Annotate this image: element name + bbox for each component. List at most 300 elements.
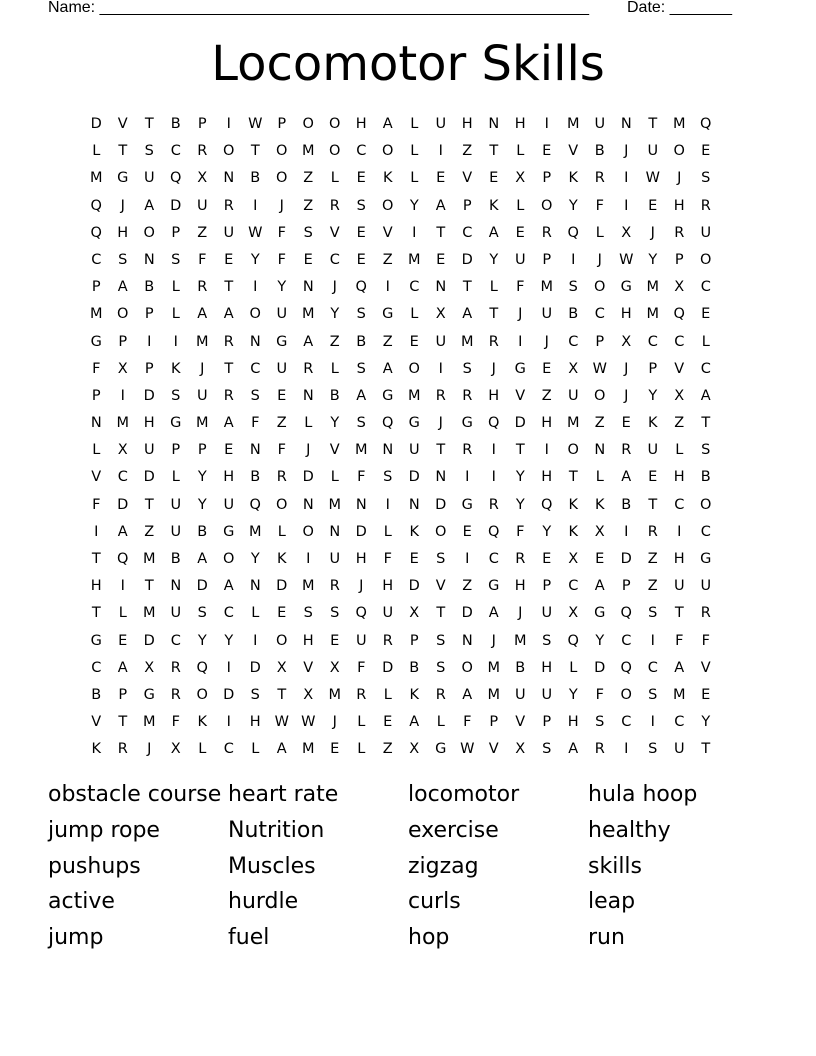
grid-letter: H [461, 116, 473, 132]
grid-letter: T [489, 143, 499, 160]
grid-letter: D [514, 415, 526, 432]
grid-letter: F [516, 523, 525, 540]
grid-letter: I [173, 333, 178, 350]
grid-letter: N [302, 496, 314, 513]
grid-letter: D [461, 605, 473, 622]
grid-letter: L [675, 442, 684, 459]
grid-letter: S [171, 387, 181, 404]
grid-letter: Q [196, 659, 208, 676]
grid-letter: B [515, 659, 526, 676]
grid-letter: B [329, 387, 340, 404]
grid-letter: J [650, 224, 655, 241]
grid-letter: K [488, 197, 499, 214]
grid-letter: M [646, 279, 659, 296]
grid-letter: G [90, 333, 102, 350]
grid-letter: F [701, 632, 710, 649]
grid-letter: A [117, 523, 128, 540]
grid-letter: O [276, 496, 288, 513]
grid-letter: B [594, 143, 605, 160]
grid-letter: X [303, 686, 314, 703]
grid-letter: H [302, 632, 314, 649]
grid-letter: G [700, 551, 712, 567]
grid-letter: T [250, 143, 260, 160]
grid-letter: Z [303, 197, 314, 214]
grid-row [83, 546, 719, 573]
grid-letter: T [118, 143, 128, 160]
grid-letter: N [143, 251, 155, 268]
grid-letter: N [249, 442, 261, 459]
grid-letter: D [143, 632, 155, 649]
grid-letter: E [701, 306, 711, 323]
grid-row [83, 356, 719, 383]
grid-letter: B [197, 523, 208, 540]
grid-letter: N [488, 116, 500, 132]
grid-letter: L [569, 659, 578, 676]
grid-letter: G [514, 360, 526, 377]
grid-letter: Z [541, 387, 552, 404]
grid-letter: P [144, 306, 154, 323]
grid-letter: O [276, 143, 288, 160]
grid-letter: W [619, 251, 634, 268]
grid-letter: D [143, 469, 155, 486]
grid-letter: V [515, 387, 526, 404]
grid-letter: H [514, 116, 526, 132]
grid-letter: R [197, 279, 208, 296]
grid-letter: B [568, 306, 579, 323]
grid-letter: F [357, 469, 366, 486]
grid-letter: R [435, 686, 446, 703]
grid-letter: Q [90, 224, 102, 241]
grid-letter: D [117, 496, 129, 513]
grid-letter: A [117, 279, 128, 296]
grid-letter: X [621, 333, 632, 350]
grid-letter: R [541, 224, 552, 241]
grid-letter: U [541, 605, 553, 622]
grid-letter: B [170, 116, 181, 132]
grid-letter: G [435, 741, 447, 758]
grid-letter: M [487, 686, 500, 703]
grid-letter: E [224, 442, 234, 459]
grid-letter: E [621, 415, 631, 432]
grid-letter: R [700, 197, 711, 214]
grid-letter: X [197, 170, 208, 187]
grid-letter: B [91, 686, 102, 703]
grid-letter: D [620, 551, 632, 567]
grid-letter: P [542, 578, 552, 595]
word-bank-item: locomotor [408, 782, 520, 807]
grid-letter: A [223, 578, 234, 595]
grid-letter: L [251, 605, 260, 622]
grid-letter: X [409, 605, 420, 622]
grid-letter: J [306, 442, 311, 459]
grid-letter: C [621, 632, 632, 649]
grid-letter: O [143, 224, 155, 241]
grid-letter: H [620, 306, 632, 323]
grid-letter: W [274, 714, 289, 731]
grid-letter: E [330, 632, 340, 649]
grid-letter: U [143, 442, 155, 459]
grid-letter: N [302, 387, 314, 404]
grid-letter: K [594, 496, 605, 513]
grid-letter: Y [568, 686, 578, 703]
grid-letter: W [248, 116, 263, 132]
grid-letter: N [170, 578, 182, 595]
grid-letter: A [117, 659, 128, 676]
grid-letter: R [621, 442, 632, 459]
word-bank-item: active [48, 889, 115, 915]
grid-letter: S [250, 387, 260, 404]
grid-letter: N [620, 116, 632, 132]
grid-letter: L [330, 360, 339, 377]
word-bank-item: fuel [228, 925, 270, 951]
grid-letter: W [460, 741, 475, 758]
grid-letter: P [542, 714, 552, 731]
grid-letter: R [700, 605, 711, 622]
grid-letter: Q [355, 279, 367, 296]
grid-letter: C [329, 251, 340, 268]
grid-letter: F [595, 686, 604, 703]
grid-letter: B [409, 659, 420, 676]
grid-letter: V [488, 741, 499, 758]
grid-letter: D [276, 578, 288, 595]
grid-letter: Q [541, 496, 553, 513]
grid-letter: P [118, 333, 128, 350]
grid-letter: P [91, 387, 101, 404]
grid-letter: I [226, 116, 231, 132]
grid-letter: H [541, 659, 553, 676]
grid-letter: T [648, 496, 658, 513]
grid-letter: G [143, 686, 155, 703]
grid-letter: R [356, 686, 367, 703]
grid-letter: U [143, 170, 155, 187]
grid-letter: U [594, 116, 606, 132]
grid-letter: A [382, 116, 393, 132]
grid-letter: Z [144, 523, 155, 540]
grid-letter: S [171, 251, 181, 268]
grid-letter: Y [277, 279, 287, 296]
grid-letter: A [223, 306, 234, 323]
grid-letter: G [488, 578, 500, 595]
grid-letter: E [383, 714, 393, 731]
grid-letter: F [516, 279, 525, 296]
grid-letter: L [304, 415, 313, 432]
grid-letter: O [461, 659, 473, 676]
grid-letter: S [250, 686, 260, 703]
grid-letter: O [276, 632, 288, 649]
grid-letter: I [226, 714, 231, 731]
word-bank-item: jump rope [48, 817, 160, 843]
grid-letter: Z [647, 551, 658, 567]
grid-letter: N [594, 442, 606, 459]
grid-letter: A [462, 306, 473, 323]
grid-letter: Q [382, 415, 394, 432]
grid-letter: A [303, 333, 314, 350]
grid-letter: M [407, 387, 421, 404]
grid-letter: R [170, 686, 181, 703]
grid-letter: E [436, 251, 446, 268]
grid-letter: S [595, 714, 605, 731]
grid-letter: L [357, 714, 366, 731]
grid-letter: M [248, 523, 262, 540]
grid-letter: A [488, 605, 499, 622]
grid-letter: V [435, 578, 446, 595]
grid-letter: T [91, 605, 101, 622]
grid-letter: P [489, 714, 499, 731]
grid-row [83, 628, 719, 655]
grid-letter: K [382, 170, 393, 187]
grid-letter: N [355, 496, 367, 513]
grid-letter: F [198, 251, 207, 268]
grid-letter: I [253, 197, 258, 214]
grid-letter: I [385, 279, 390, 296]
grid-letter: T [118, 714, 128, 731]
grid-letter: P [542, 170, 552, 187]
grid-letter: L [516, 143, 525, 160]
grid-letter: T [91, 551, 101, 567]
grid-letter: M [646, 306, 659, 323]
grid-letter: X [409, 741, 420, 758]
grid-letter: S [356, 360, 366, 377]
grid-letter: Z [382, 333, 393, 350]
grid-letter: L [595, 469, 604, 486]
grid-letter: T [144, 578, 154, 595]
grid-letter: Y [250, 551, 260, 567]
grid-letter: O [567, 442, 579, 459]
grid-letter: Y [489, 251, 499, 268]
grid-letter: J [359, 578, 364, 595]
grid-letter: D [196, 578, 208, 595]
grid-letter: U [170, 496, 182, 513]
grid-letter: E [330, 741, 340, 758]
grid-letter: I [120, 578, 125, 595]
grid-letter: S [648, 686, 658, 703]
grid-letter: Q [620, 659, 632, 676]
grid-letter: G [594, 605, 606, 622]
grid-letter: E [356, 224, 366, 241]
grid-letter: K [568, 523, 578, 540]
grid-letter: I [465, 469, 470, 486]
grid-letter: I [120, 387, 125, 404]
grid-letter: H [514, 578, 526, 595]
grid-letter: M [487, 659, 500, 676]
grid-letter: E [648, 197, 658, 214]
grid-letter: N [302, 279, 314, 296]
grid-letter: C [674, 333, 685, 350]
grid-letter: C [356, 143, 367, 160]
grid-letter: R [303, 360, 314, 377]
grid-letter: L [198, 741, 207, 758]
grid-letter: O [382, 143, 394, 160]
grid-letter: R [647, 523, 658, 540]
grid-letter: R [223, 333, 234, 350]
grid-letter: A [382, 360, 393, 377]
grid-letter: C [700, 360, 711, 377]
grid-letter: M [195, 415, 209, 432]
grid-letter: I [94, 523, 99, 540]
grid-letter: H [541, 469, 553, 486]
grid-letter: Y [595, 632, 605, 649]
grid-letter: J [518, 306, 523, 323]
grid-letter: I [624, 741, 629, 758]
grid-letter: M [672, 686, 686, 703]
grid-letter: O [302, 523, 314, 540]
grid-letter: D [249, 659, 261, 676]
grid-letter: E [409, 333, 419, 350]
grid-letter: K [647, 415, 658, 432]
grid-row [83, 329, 719, 356]
grid-letter: Q [620, 605, 632, 622]
grid-row [83, 492, 719, 519]
grid-letter: B [250, 170, 261, 187]
grid-letter: E [303, 251, 313, 268]
grid-letter: O [673, 143, 685, 160]
grid-letter: G [223, 523, 235, 540]
grid-letter: P [542, 251, 552, 268]
grid-letter: F [357, 659, 366, 676]
grid-letter: S [462, 360, 472, 377]
grid-row [83, 301, 719, 328]
grid-letter: F [595, 197, 604, 214]
grid-letter: R [488, 333, 499, 350]
grid-letter: H [249, 714, 261, 731]
grid-letter: Z [382, 741, 393, 758]
grid-letter: Y [197, 469, 207, 486]
grid-letter: O [223, 143, 235, 160]
grid-letter: G [461, 415, 473, 432]
grid-letter: U [196, 387, 208, 404]
grid-letter: D [90, 116, 102, 132]
grid-letter: O [329, 143, 341, 160]
grid-letter: Y [250, 251, 260, 268]
grid-letter: I [544, 116, 549, 132]
grid-row [83, 709, 719, 736]
grid-letter: S [436, 551, 446, 567]
grid-letter: G [276, 333, 288, 350]
grid-letter: U [170, 523, 182, 540]
grid-letter: R [488, 496, 499, 513]
grid-letter: B [170, 551, 181, 567]
grid-letter: X [674, 279, 685, 296]
grid-letter: H [143, 415, 155, 432]
grid-letter: L [436, 714, 445, 731]
word-bank-item: hop [408, 925, 450, 951]
grid-letter: J [544, 333, 549, 350]
grid-letter: L [701, 333, 710, 350]
page-title: Locomotor Skills [211, 36, 605, 92]
grid-row [83, 437, 719, 464]
word-bank-item: hurdle [228, 889, 299, 915]
grid-letter: X [515, 170, 526, 187]
grid-letter: C [223, 605, 234, 622]
grid-letter: C [170, 143, 181, 160]
grid-letter: X [170, 741, 181, 758]
grid-letter: A [674, 659, 685, 676]
grid-letter: X [435, 306, 446, 323]
grid-letter: R [382, 632, 393, 649]
grid-letter: J [624, 360, 629, 377]
grid-letter: V [117, 116, 128, 132]
grid-letter: N [435, 279, 447, 296]
grid-letter: E [595, 551, 605, 567]
grid-letter: V [568, 143, 579, 160]
grid-letter: J [438, 415, 443, 432]
grid-letter: R [223, 387, 234, 404]
grid-letter: R [594, 170, 605, 187]
grid-letter: I [518, 333, 523, 350]
grid-letter: Q [90, 197, 102, 214]
grid-letter: U [276, 306, 288, 323]
grid-letter: S [118, 251, 128, 268]
grid-letter: Y [648, 387, 658, 404]
grid-letter: X [674, 387, 685, 404]
grid-letter: N [382, 442, 394, 459]
grid-letter: C [647, 659, 658, 676]
grid-letter: J [491, 632, 496, 649]
grid-letter: E [277, 605, 287, 622]
grid-letter: L [251, 741, 260, 758]
grid-letter: T [144, 116, 154, 132]
grid-letter: M [566, 116, 580, 132]
grid-letter: Z [197, 224, 208, 241]
grid-row [83, 220, 719, 247]
grid-letter: R [117, 741, 128, 758]
grid-letter: F [463, 714, 472, 731]
grid-letter: G [170, 415, 182, 432]
grid-letter: X [621, 224, 632, 241]
grid-row [83, 519, 719, 546]
grid-letter: A [700, 387, 711, 404]
grid-letter: T [436, 224, 446, 241]
grid-letter: M [566, 415, 580, 432]
grid-letter: M [301, 143, 315, 160]
grid-letter: T [224, 360, 234, 377]
grid-row [83, 682, 719, 709]
grid-letter: E [224, 251, 234, 268]
grid-letter: O [276, 170, 288, 187]
grid-letter: V [462, 170, 473, 187]
grid-letter: C [488, 551, 499, 567]
grid-letter: U [541, 306, 553, 323]
grid-letter: H [673, 551, 685, 567]
grid-letter: N [329, 523, 341, 540]
grid-row [83, 410, 719, 437]
grid-letter: F [277, 251, 286, 268]
grid-letter: Z [647, 578, 658, 595]
grid-letter: R [515, 551, 526, 567]
grid-letter: Y [648, 251, 658, 268]
grid-letter: L [330, 170, 339, 187]
grid-letter: H [382, 578, 394, 595]
header-line [48, 0, 748, 19]
grid-letter: I [226, 659, 231, 676]
grid-letter: Q [700, 116, 712, 132]
grid-letter: S [648, 605, 658, 622]
grid-letter: B [621, 496, 632, 513]
grid-letter: U [673, 741, 685, 758]
grid-letter: Q [567, 224, 579, 241]
grid-letter: P [118, 686, 128, 703]
grid-letter: I [412, 224, 417, 241]
grid-row [83, 655, 719, 682]
grid-letter: L [92, 442, 101, 459]
grid-letter: K [568, 496, 578, 513]
grid-letter: E [277, 387, 287, 404]
grid-row [83, 165, 719, 192]
grid-letter: H [673, 469, 685, 486]
grid-letter: U [567, 387, 579, 404]
grid-letter: C [568, 333, 579, 350]
grid-letter: L [516, 197, 525, 214]
